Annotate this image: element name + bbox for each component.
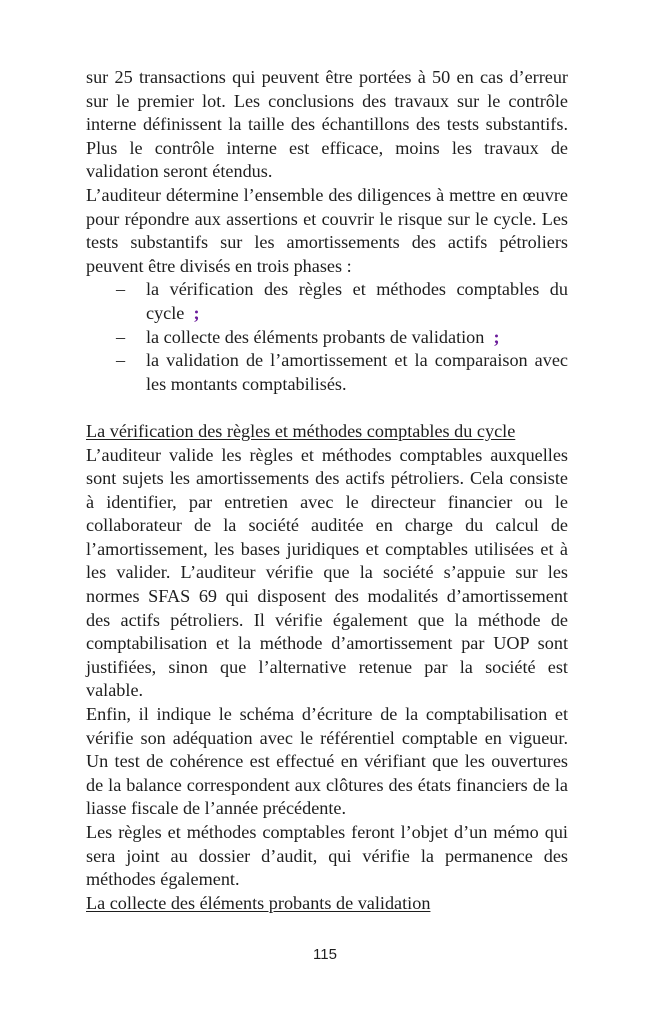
page-number: 115 <box>313 946 337 963</box>
list-dash: – <box>116 350 126 371</box>
list-dash: – <box>116 279 126 300</box>
paragraph-schema-ecriture: Enfin, il indique le schéma d’écriture de la comptabilisation et vérifie son adéquation avec le référentiel comptable en vigueur. Un test de cohérence est effectué en vérifiant que les ouvertures de la balance correspondent aux clôtures des états financiers de la liasse fiscale de l’année précédente. <box>86 704 568 819</box>
list-item <box>86 278 568 325</box>
list-item <box>86 349 568 396</box>
paragraph-diligences: L’auditeur détermine l’ensemble des diligences à mettre en œuvre pour répondre aux assertions et couvrir le risque sur le cycle. Les tests substantifs sur les amortissements des actifs pétroliers peuvent être divisés en trois phases : <box>86 184 568 276</box>
list-item-punctuation: ; <box>488 326 500 347</box>
list-item-punctuation: ; <box>188 302 200 323</box>
document-page <box>86 66 568 915</box>
list-item-text: la validation de l’amortissement et la comparaison avec les montants comptabilisés. <box>146 350 568 394</box>
section-heading-collecte: La collecte des éléments probants de validation <box>86 892 431 913</box>
blank-line <box>86 396 568 420</box>
list-item-text: la collecte des éléments probants de validation <box>146 326 485 347</box>
list-dash: – <box>116 326 126 347</box>
paragraph-memo: Les règles et méthodes comptables feront l’objet d’un mémo qui sera joint au dossier d’audit, qui vérifie la permanence des méthodes également. <box>86 822 568 890</box>
paragraph-sample-size: sur 25 transactions qui peuvent être portées à 50 en cas d’erreur sur le premier lot. Les conclusions des travaux sur le contrôle interne définissent la taille des échantillons des tests substantifs. Plus le contrôle interne est efficace, moins les travaux de validation seront étendus. <box>86 67 568 182</box>
list-item-text: la vérification des règles et méthodes comptables du cycle <box>146 279 568 323</box>
paragraph-validation-rules: L’auditeur valide les règles et méthodes comptables auxquelles sont sujets les amortissements des actifs pétroliers. Cela consiste à identifier, par entretien avec le directeur financier ou le collaborateur de la société auditée en charge du calcul de l’amortissement, les bases juridiques et comptables utilisées et à les valider. L’auditeur vérifie que la société s’appuie sur les normes SFAS 69 qui disposent des modalités d’amortissement des actifs pétroliers. Il vérifie également que la méthode de comptabilisation et la méthode d’amortissement par UOP sont justifiées, sinon que l’alternative retenue par la société est valable. <box>86 444 568 701</box>
list-item <box>86 326 568 350</box>
section-heading-verification: La vérification des règles et méthodes comptables du cycle <box>86 420 516 441</box>
phases-list <box>86 278 568 396</box>
